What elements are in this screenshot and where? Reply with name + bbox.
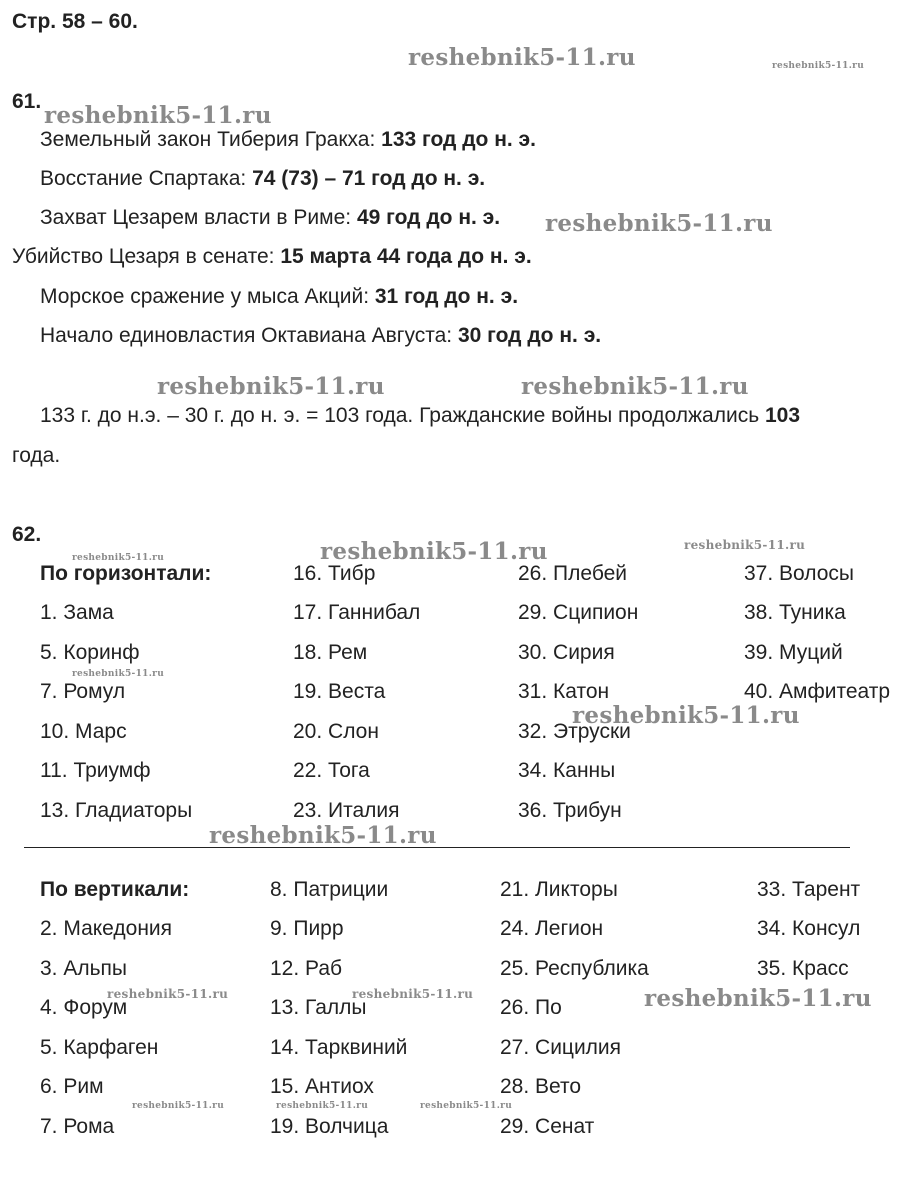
event-date: 15 марта 44 года до н. э. xyxy=(280,245,532,268)
vertical-col4-item: 35. Красс xyxy=(757,957,849,980)
vertical-col2-item: 9. Пирр xyxy=(270,917,344,940)
horizontal-col3-item: 29. Сципион xyxy=(518,601,639,624)
watermark: reshebnik5-11.ru xyxy=(408,44,636,71)
watermark: reshebnik5-11.ru xyxy=(157,373,385,400)
watermark: reshebnik5-11.ru xyxy=(320,538,548,565)
vertical-col2-item: 15. Антиох xyxy=(270,1075,374,1098)
horizontal-col1-item: 5. Коринф xyxy=(40,641,140,664)
horizontal-col1-item: 1. Зама xyxy=(40,601,114,624)
watermark: reshebnik5-11.ru xyxy=(572,702,800,729)
vertical-col3-item: 26. По xyxy=(500,996,562,1019)
section-divider xyxy=(24,847,850,848)
horizontal-col3-item: 32. Этруски xyxy=(518,720,631,743)
event-label: Начало единовластия Октавиана Августа: xyxy=(40,324,458,347)
watermark: reshebnik5-11.ru xyxy=(772,61,865,71)
horizontal-col1-item: 7. Ромул xyxy=(40,680,126,703)
watermark: reshebnik5-11.ru xyxy=(521,373,749,400)
vertical-col1-item: 3. Альпы xyxy=(40,957,128,980)
vertical-col2-item: 13. Галлы xyxy=(270,996,367,1019)
calculation-line xyxy=(40,404,800,428)
vertical-col3-item: 29. Сенат xyxy=(500,1115,595,1138)
vertical-col3-item: 27. Сицилия xyxy=(500,1036,622,1059)
horizontal-col1-item: 10. Марс xyxy=(40,720,127,743)
vertical-col1-item: 6. Рим xyxy=(40,1075,104,1098)
horizontal-col2-item: 18. Рем xyxy=(293,641,368,664)
event-1 xyxy=(40,128,536,152)
vertical-col2-item: 8. Патриции xyxy=(270,878,389,901)
vertical-col2-item: 14. Тарквиний xyxy=(270,1036,408,1059)
vertical-col1-item: 5. Карфаген xyxy=(40,1036,159,1059)
event-2 xyxy=(40,167,485,191)
horizontal-col3-item: 36. Трибун xyxy=(518,799,622,822)
horizontal-col4-item: 38. Туника xyxy=(744,601,846,624)
task-62-number: 62. xyxy=(12,523,42,546)
vertical-col2-item: 12. Раб xyxy=(270,957,343,980)
watermark: reshebnik5-11.ru xyxy=(644,985,872,1012)
vertical-col3-item: 25. Республика xyxy=(500,957,649,980)
watermark: reshebnik5-11.ru xyxy=(276,1101,369,1111)
event-date: 49 год до н. э. xyxy=(356,206,501,229)
horizontal-title: По горизонтали: xyxy=(40,562,212,585)
event-5 xyxy=(40,285,518,309)
watermark: reshebnik5-11.ru xyxy=(420,1101,513,1111)
horizontal-col3-item: 31. Катон xyxy=(518,680,610,703)
task-61-number: 61. xyxy=(12,90,42,113)
event-4 xyxy=(12,245,532,269)
watermark: reshebnik5-11.ru xyxy=(72,669,165,679)
event-date: 74 (73) – 71 год до н. э. xyxy=(252,167,486,190)
event-label: Убийство Цезаря в сенате: xyxy=(12,245,281,268)
event-label: Морское сражение у мыса Акций: xyxy=(40,285,375,308)
vertical-col1-item: 4. Форум xyxy=(40,996,128,1019)
watermark: reshebnik5-11.ru xyxy=(209,822,437,849)
vertical-col3-item: 21. Ликторы xyxy=(500,878,618,901)
vertical-col1-item: 7. Рома xyxy=(40,1115,115,1138)
event-label: Захват Цезарем власти в Риме: xyxy=(40,206,357,229)
event-label: Восстание Спартака: xyxy=(40,167,253,190)
horizontal-col3-item: 26. Плебей xyxy=(518,562,628,585)
watermark: reshebnik5-11.ru xyxy=(44,102,272,129)
vertical-col1-item: 2. Македония xyxy=(40,917,173,940)
event-date: 133 год до н. э. xyxy=(381,128,536,151)
watermark: reshebnik5-11.ru xyxy=(545,210,773,237)
calculation-tail: года. xyxy=(12,444,61,467)
horizontal-col4-item: 39. Муций xyxy=(744,641,843,664)
vertical-col4-item: 33. Тарент xyxy=(757,878,861,901)
watermark: reshebnik5-11.ru xyxy=(107,987,229,1001)
horizontal-col2-item: 22. Тога xyxy=(293,759,370,782)
vertical-col2-item: 19. Волчица xyxy=(270,1115,389,1138)
event-3 xyxy=(40,206,500,230)
vertical-title: По вертикали: xyxy=(40,878,190,901)
calculation-result: 103 xyxy=(765,404,801,427)
horizontal-col3-item: 34. Канны xyxy=(518,759,616,782)
watermark: reshebnik5-11.ru xyxy=(352,987,474,1001)
event-label: Земельный закон Тиберия Гракха: xyxy=(40,128,382,151)
horizontal-col2-item: 23. Италия xyxy=(293,799,400,822)
horizontal-col1-item: 11. Триумф xyxy=(40,759,151,782)
horizontal-col2-item: 17. Ганнибал xyxy=(293,601,421,624)
horizontal-col2-item: 20. Слон xyxy=(293,720,379,743)
vertical-col3-item: 28. Вето xyxy=(500,1075,582,1098)
event-6 xyxy=(40,324,601,348)
horizontal-col4-item: 37. Волосы xyxy=(744,562,855,585)
event-date: 30 год до н. э. xyxy=(457,324,602,347)
vertical-col3-item: 24. Легион xyxy=(500,917,604,940)
horizontal-col2-item: 16. Тибр xyxy=(293,562,376,585)
horizontal-col3-item: 30. Сирия xyxy=(518,641,615,664)
watermark: reshebnik5-11.ru xyxy=(72,553,165,563)
watermark: reshebnik5-11.ru xyxy=(684,538,806,552)
watermark: reshebnik5-11.ru xyxy=(132,1101,225,1111)
horizontal-col2-item: 19. Веста xyxy=(293,680,386,703)
vertical-col4-item: 34. Консул xyxy=(757,917,861,940)
horizontal-col1-item: 13. Гладиаторы xyxy=(40,799,193,822)
page-range-heading: Стр. 58 – 60. xyxy=(12,10,138,33)
event-date: 31 год до н. э. xyxy=(374,285,519,308)
horizontal-col4-item: 40. Амфитеатр xyxy=(744,680,891,703)
calculation-text: 133 г. до н.э. – 30 г. до н. э. = 103 года. Гражданские войны продолжались xyxy=(40,404,765,427)
